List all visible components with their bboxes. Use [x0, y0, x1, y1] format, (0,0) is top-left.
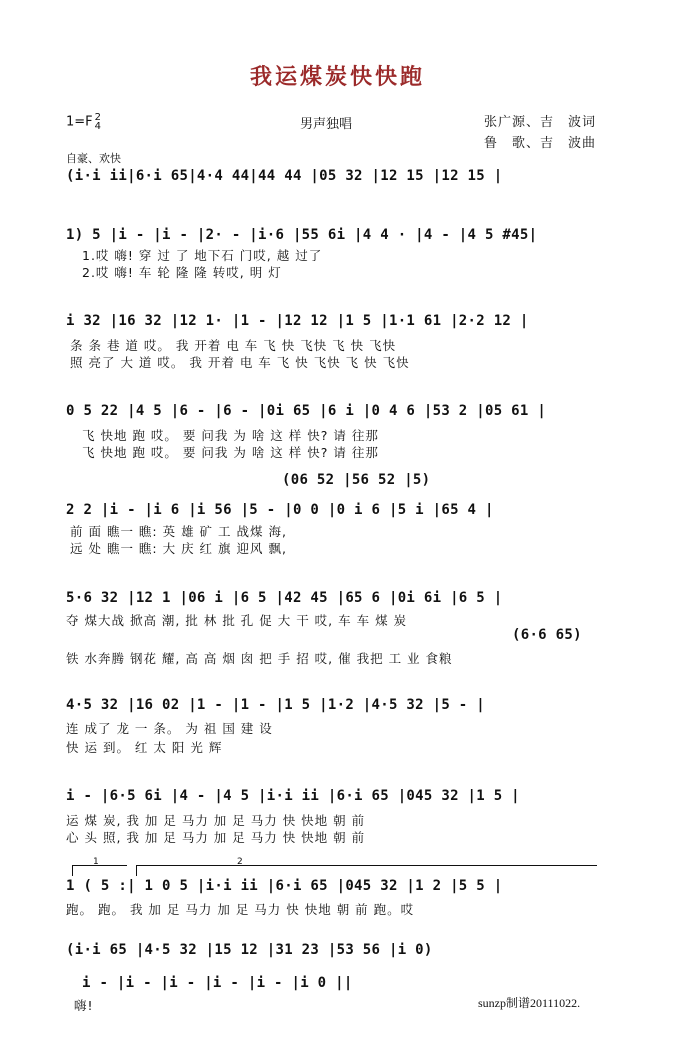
system-5-lyrics-1: 前 面 瞧一 瞧: 英 雄 矿 工 战煤 海,	[70, 524, 287, 539]
system-10-accompaniment: (i·i 65 |4·5 32 |15 12 |31 23 |53 56 |i 0)	[66, 942, 433, 958]
system-5-notes: 2 2 |i - |i 6 |i 56 |5 - |0 0 |0 i 6 |5 i |65 4 |	[66, 502, 494, 518]
system-2-lyrics-1: 1.哎 嗨! 穿 过 了 地下石 门哎, 越 过了	[82, 248, 323, 263]
system-1-notes: (i·i ii|6·i 65|4·4 44|44 44 |05 32 |12 15 |12 15 |	[66, 168, 503, 184]
system-10-notes: i - |i - |i - |i - |i - |i 0 ||	[82, 975, 353, 991]
composer-credit: 鲁 歌、吉 波曲	[484, 136, 597, 151]
key-label: 1=F	[66, 114, 93, 130]
system-2-notes: 1) 5 |i - |i - |2· - |i·6 |55 6i |4 4 · |4 - |4 5 #45|	[66, 227, 538, 243]
system-3-lyrics-1: 条 条 巷 道 哎。 我 开着 电 车 飞 快 飞快 飞 快 飞快	[70, 338, 397, 353]
song-title: 我运煤炭快快跑	[249, 64, 425, 90]
system-3-lyrics-2: 照 亮了 大 道 哎。 我 开着 电 车 飞 快 飞快 飞 快 飞快	[70, 355, 410, 370]
tempo-marking: 自豪、欢快	[66, 152, 121, 165]
second-ending-bracket	[136, 857, 597, 876]
system-6-lyrics-2: 铁 水奔腾 钢花 耀, 高 高 烟 囱 把 手 招 哎, 催 我把 工 业 食粮	[66, 651, 453, 666]
first-ending-number: 1	[93, 857, 99, 867]
system-8-notes: i - |6·5 6i |4 - |4 5 |i·i ii |6·i 65 |045 32 |1 5 |	[66, 788, 520, 804]
system-7-notes: 4·5 32 |16 02 |1 - |1 - |1 5 |1·2 |4·5 32 |5 - |	[66, 697, 485, 713]
time-signature	[95, 113, 101, 131]
system-6-notes: 5·6 32 |12 1 |06 i |6 5 |42 45 |65 6 |0i 6i |6 5 |	[66, 590, 503, 606]
system-4-lyrics-2: 飞 快地 跑 哎。 要 问我 为 啥 这 样 快? 请 往那	[82, 445, 379, 460]
system-8-lyrics-2: 心 头 照, 我 加 足 马力 加 足 马力 快 快地 朝 前	[66, 830, 366, 845]
system-9-notes: 1 ( 5 :| 1 0 5 |i·i ii |6·i 65 |045 32 |1 2 |5 5 |	[66, 878, 503, 894]
system-4-notes: 0 5 22 |4 5 |6 - |6 - |0i 65 |6 i |0 4 6 |53 2 |05 61 |	[66, 403, 547, 419]
system-7-lyrics-1: 连 成了 龙 一 条。 为 祖 国 建 设	[66, 721, 273, 736]
system-3-notes: i 32 |16 32 |12 1· |1 - |12 12 |1 5 |1·1 61 |2·2 12 |	[66, 313, 529, 329]
system-5-lyrics-2: 远 处 瞧一 瞧: 大 庆 红 旗 迎风 飘,	[70, 541, 287, 556]
second-ending-number: 2	[237, 857, 243, 867]
system-4-lyrics-1: 飞 快地 跑 哎。 要 问我 为 啥 这 样 快? 请 往那	[82, 428, 379, 443]
system-2-lyrics-2: 2.哎 嗨! 车 轮 隆 隆 转哎, 明 灯	[82, 265, 282, 280]
key-signature	[66, 113, 101, 131]
system-10-lyrics: 嗨!	[74, 998, 94, 1013]
lyricist-credit: 张广源、吉 波词	[484, 115, 597, 130]
first-ending-bracket	[72, 857, 127, 876]
transcriber-credit: sunzp制谱20111022.	[478, 996, 581, 1010]
time-bottom: 4	[94, 121, 102, 132]
system-6-pickup-notes: (6·6 65)	[512, 627, 582, 643]
system-6-lyrics-1: 夺 煤大战 掀高 潮, 批 林 批 孔 促 大 干 哎, 车 车 煤 炭	[66, 613, 408, 628]
interlude-notes: (06 52 |56 52 |5)	[282, 472, 431, 488]
system-8-lyrics-1: 运 煤 炭, 我 加 足 马力 加 足 马力 快 快地 朝 前	[66, 813, 366, 828]
time-top: 2	[94, 112, 102, 123]
system-7-lyrics-2: 快 运 到。 红 太 阳 光 辉	[66, 740, 223, 755]
system-9-lyrics: 跑。 跑。 我 加 足 马力 加 足 马力 快 快地 朝 前 跑。哎	[66, 902, 415, 917]
performance-type: 男声独唱	[300, 117, 353, 132]
